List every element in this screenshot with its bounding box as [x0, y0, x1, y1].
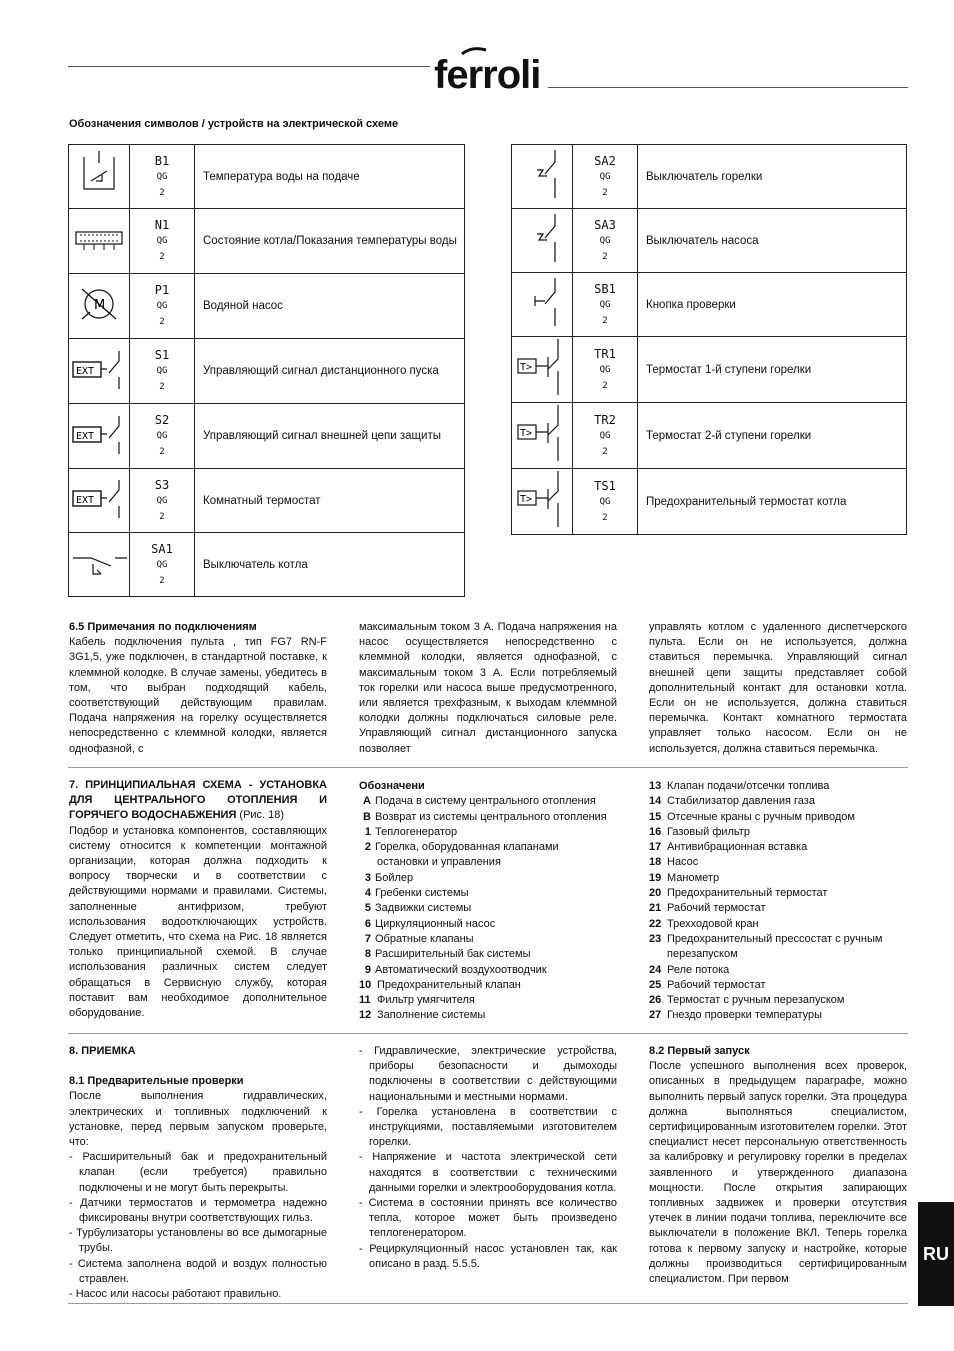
symbol-num: 2: [602, 251, 608, 262]
symbol-code: [573, 209, 638, 273]
legend-text: Отсечные краны с ручным приводом: [667, 810, 855, 823]
symbol-code: [130, 145, 195, 209]
section-8-2-text: После успешного выполнения всех проверок, описанных в предыдущем параграфе, можно выполнить первый запуск горелки. Эта процедура должна выполняться специалистом, сертифицированным изготовителем горелки. Этот специалист несет персональную ответственность за калибровку и регулировку горелки в пределах заявленного и утвержденного диапазона мощности. После открытия запирающих топливных задвижек и проверки отсутствия утечек в линии подачи топлива, переключите все выключатели в положение ВКЛ. Теперь горелка готова к первому запуску и настройке, которые должны производиться сертифицированным специалистом. При первом: [649, 1060, 907, 1286]
legend-text: Стабилизатор давления газа: [667, 795, 815, 808]
legend-list-mid: [359, 779, 629, 1024]
ext-switch-icon: [69, 339, 130, 404]
section-8-1-intro: После выполнения гидравлических, электрических и топливных подключений к установке, перед первым запуском проверьте, что:: [69, 1090, 327, 1149]
symbol-code: [573, 403, 638, 469]
legend-item: [359, 794, 629, 809]
ferroli-logo: [432, 44, 552, 100]
legend-number: 7: [364, 932, 371, 945]
legend-number: 13: [649, 780, 662, 792]
symbol-description: Термостат 2-й ступени горелки: [638, 403, 907, 469]
symbol-code: TR1: [594, 346, 616, 361]
section-7-text: Подбор и установка компонентов, составляющих систему относится к компетенции монтажной организации, которая должна подходить к вопросу творчески и в соответствии с действующими нормами и правилами. Системы, заполненные антифризом, требуют использования водоотключающих устройств. Следует отметить, что схема на Рис. 18 является только принципиальной схемой. В случае использования различных систем следует обращаться в Сервисную службу, которая поставит вам необходимое дополнительное оборудование.: [69, 824, 327, 1020]
thermostat-icon: [512, 337, 573, 403]
legend-text: Трехходовой кран: [667, 917, 759, 930]
divider-2: [68, 1033, 908, 1034]
legend-text: Газовый фильтр: [667, 825, 750, 838]
symbol-num: 2: [602, 187, 608, 198]
legend-item: [649, 855, 919, 870]
section-8-1-title: 8.1 Предварительные проверки: [69, 1075, 244, 1088]
symbol-qg: QG: [156, 366, 168, 376]
symbol-description: Водяной насос: [195, 274, 465, 339]
legend-number: A: [363, 795, 371, 808]
symbol-right-row-tr2: [512, 403, 907, 469]
legend-text: Расширительный бак системы: [375, 948, 531, 961]
legend-item: [359, 825, 629, 840]
symbol-code: P1: [154, 283, 170, 297]
legend-text: Подача в систему центрального отопления: [375, 795, 596, 808]
symbol-code: [573, 273, 638, 337]
symbol-code: [130, 404, 195, 469]
legend-item: [649, 779, 919, 794]
symbol-description: Выключатель насоса: [638, 209, 907, 273]
legend-item: [359, 932, 629, 947]
legend-number: 11: [359, 994, 371, 1007]
symbol-description: Выключатель горелки: [638, 145, 907, 209]
symbol-code: [573, 145, 638, 209]
legend-text: Рабочий термостат: [667, 978, 766, 991]
symbol-qg: QG: [156, 236, 168, 246]
symbol-num: 2: [159, 252, 165, 262]
legend-text: Циркуляционный насос: [375, 917, 496, 930]
check-item: - Гидравлические, электрические устройства, приборы безопасности и дымоходы подключены в соответствии с действующими национальными и местными нормами.: [359, 1045, 617, 1103]
section-6-5-col1: [69, 620, 327, 757]
legend-text: Клапан подачи/отсечки топлива: [667, 780, 830, 792]
legend-item: [359, 871, 629, 886]
legend-number: 15: [649, 810, 662, 823]
legend-number: 5: [364, 902, 371, 915]
symbol-qg: QG: [156, 559, 168, 570]
symbol-code: [130, 339, 195, 404]
language-tab: RU: [918, 1202, 954, 1306]
section-8-col1: [69, 1044, 327, 1302]
symbol-qg: QG: [599, 496, 611, 507]
symbol-code: [130, 469, 195, 533]
legend-item: [359, 947, 629, 962]
symbol-code: S2: [154, 413, 170, 427]
symbol-description: Управляющий сигнал внешней цепи защиты: [195, 404, 465, 469]
legend-number: 26: [649, 994, 662, 1007]
pump-switch-icon: [512, 209, 573, 273]
legend-item: [359, 1008, 629, 1023]
symbol-code: [573, 469, 638, 535]
symbol-num: 2: [159, 511, 165, 522]
symbol-num: 2: [602, 446, 608, 457]
symbol-left-row-p1: [69, 274, 465, 339]
legend-text: Фильтр умягчителя: [377, 994, 475, 1007]
symbol-left-row-s1: [69, 339, 465, 404]
symbol-num: 2: [159, 575, 165, 586]
legend-item: [649, 993, 919, 1008]
legend-text: Теплогенератор: [375, 825, 458, 838]
symbol-description: Температура воды на подаче: [195, 145, 465, 209]
legend-item: [649, 917, 919, 932]
section-6-5-text3: управлять котлом с удаленного диспетчерского пульта. Если он не используется, должна ставиться перемычка. Управляющий сигнал внешней цепи защиты представляет собой дополнительный контакт для остановки котла. Если он не используется, должна ставиться перемычка. Контакт комнатного термостата управляет только насосом. Если он не используется, должна ставиться перемычка.: [649, 621, 907, 755]
symbol-code: SA1: [151, 541, 173, 556]
symbol-qg: QG: [156, 301, 168, 311]
symbol-code: [130, 533, 195, 597]
legend-text: Рабочий термостат: [667, 902, 766, 915]
legend-number: 27: [649, 1009, 662, 1022]
legend-item: [649, 886, 919, 901]
section-6-5-col3: [649, 620, 907, 757]
legend-text: Реле потока: [667, 963, 730, 976]
legend-text: Предохранительный термостат: [667, 887, 828, 900]
legend-text: Автоматический воздухоотводчик: [375, 963, 547, 976]
section-8-col2: [359, 1044, 617, 1272]
symbol-num: 2: [602, 315, 608, 326]
symbol-code: [573, 337, 638, 403]
legend-number: 3: [364, 871, 371, 884]
check-item: - Расширительный бак и предохранительный клапан (если требуется) правильно подключены и не могут быть перекрыты.: [69, 1151, 327, 1194]
legend-item: [359, 917, 629, 932]
legend-number: 9: [364, 963, 371, 976]
thermostat-icon: [512, 403, 573, 469]
symbol-left-row-b1: [69, 145, 465, 209]
symbol-code: S1: [154, 348, 170, 362]
svg-text:T>: T>: [520, 494, 533, 505]
check-item: - Система заполнена водой и воздух полностью стравлен.: [69, 1257, 327, 1285]
symbol-code: TS1: [594, 478, 616, 493]
svg-text:T>: T>: [520, 428, 533, 439]
check-item: - Насос или насосы работают правильно.: [69, 1288, 282, 1301]
legend-item: [359, 886, 629, 901]
svg-text:EXT: EXT: [76, 365, 95, 377]
symbol-code: S3: [154, 477, 170, 492]
legend-number: 25: [649, 978, 662, 991]
symbol-qg: QG: [599, 171, 611, 182]
legend-text: Горелка, оборудованная клапанами: [375, 841, 559, 854]
svg-text:T>: T>: [520, 362, 533, 373]
symbol-qg: QG: [599, 299, 611, 310]
section-8-col3: [649, 1044, 907, 1287]
check-item: - Датчики термостатов и термометра надежно фиксированы внутри соответствующих гильз.: [69, 1196, 327, 1225]
legend-number: 16: [649, 825, 662, 838]
legend-number: 18: [649, 856, 662, 869]
legend-text: Задвижки системы: [375, 902, 472, 915]
legend-item: [649, 978, 919, 993]
symbol-num: 2: [602, 380, 608, 391]
legend-number: 8: [364, 948, 371, 961]
symbol-num: 2: [159, 447, 165, 457]
header-rule-left: [68, 66, 430, 67]
legend-number: 20: [649, 887, 662, 900]
symbol-qg: QG: [599, 235, 611, 246]
legend-item: [359, 855, 629, 870]
legend-text: Насос: [667, 856, 699, 869]
legend-number: 1: [364, 825, 371, 838]
symbols-title: Обозначения символов / устройств на электрической схеме: [69, 118, 399, 130]
legend-item: [359, 840, 629, 855]
symbol-right-row-ts1: [512, 469, 907, 535]
legend-item: [649, 932, 919, 947]
section-8-title: 8. ПРИЕМКА: [69, 1045, 136, 1057]
symbol-code: SA2: [594, 153, 616, 168]
section-6-5-text2: максимальным током 3 А. Подача напряжения на насос осуществляется непосредственно с клеммной колодки, является однофазной, с максимальным током 3 А. Если потребляемый ток горелки или насоса выше предусмотренного, или является трехфазным, к выходам клеммной колодки должны подключаться силовые реле. Управляющий сигнал дистанционного запуска позволяет: [359, 621, 617, 755]
legend-number: 21: [649, 902, 662, 915]
burner-switch-icon: [512, 145, 573, 209]
check-item: - Турбулизаторы установлены во все дымогарные трубы.: [69, 1227, 327, 1255]
legend-item: [359, 993, 629, 1008]
legend-text: Термостат с ручным перезапуском: [667, 994, 845, 1007]
footer-rule: [68, 1303, 908, 1304]
legend-number: 4: [364, 887, 371, 900]
symbol-right-row-sa3: [512, 209, 907, 273]
legend-text: Манометр: [667, 871, 720, 884]
header-rule-right: [548, 87, 908, 88]
section-6-5-text1: Кабель подключения пульта , тип FG7 RN-F 3G1,5, уже подключен, в стандартной поставке, к клеммной колодке. В случае замены, убедитесь в том, что выбран подходящий кабель, соответствующий действующим правилам. Подача напряжения на горелку осуществляется непосредственно с клеммной колодки, является однофазной, с: [69, 636, 327, 755]
legend-number: 10: [359, 978, 372, 991]
symbol-num: 2: [159, 317, 165, 327]
section-7-col1: [69, 778, 327, 1021]
boiler-display-icon: [69, 209, 130, 274]
symbol-left-row-s2: [69, 404, 465, 469]
symbol-left-row-s3: [69, 469, 465, 533]
legend-number: 19: [649, 871, 662, 884]
legend-text: Гнездо проверки температуры: [667, 1009, 823, 1022]
symbol-description: Выключатель котла: [195, 533, 465, 597]
symbol-description: Управляющий сигнал дистанционного пуска: [195, 339, 465, 404]
symbol-description: Кнопка проверки: [638, 273, 907, 337]
legend-item: [649, 794, 919, 809]
symbol-code: SA3: [594, 217, 616, 232]
legend-number: 14: [649, 795, 662, 808]
logo-text: ferroli: [434, 53, 541, 97]
section-7-title: 7. ПРИНЦИПИАЛЬНАЯ СХЕМА - УСТАНОВКА ДЛЯ ЦЕНТРАЛЬНОГО ОТОПЛЕНИЯ И ГОРЯЧЕГО ВОДОСНАБЖЕНИЯ: [69, 779, 327, 822]
symbol-qg: QG: [156, 171, 168, 182]
legend-number: 17: [649, 841, 662, 854]
section-8-2-title: 8.2 Первый запуск: [649, 1045, 750, 1057]
legend-number: 2: [364, 841, 371, 854]
legend-item: [649, 1008, 919, 1023]
legend-text: Антивибрационная вставка: [667, 841, 808, 854]
symbols-table-left: [68, 144, 465, 597]
legend-number: 6: [364, 917, 371, 930]
svg-text:M: M: [94, 297, 106, 313]
water-pump-icon: [69, 274, 130, 339]
legend-number: 12: [359, 1009, 372, 1022]
legend-list-right: [649, 779, 919, 1024]
legend-text: остановки и управления: [377, 856, 501, 869]
legend-item: [649, 901, 919, 916]
legend-text: Заполнение системы: [377, 1009, 486, 1022]
svg-text:EXT: EXT: [76, 495, 95, 506]
legend-item: [359, 901, 629, 916]
legend-item: [649, 840, 919, 855]
ext-switch-icon: [69, 469, 130, 533]
boiler-switch-icon: [69, 533, 130, 597]
symbol-code: [130, 274, 195, 339]
divider-1: [68, 767, 908, 768]
legend-number: 23: [649, 932, 662, 945]
section-7-title-ref: (Рис. 18): [236, 809, 285, 822]
legend-text: Предохранительный прессостат с ручным: [667, 932, 883, 945]
symbol-left-row-n1: [69, 209, 465, 274]
legend-text: Обратные клапаны: [375, 932, 474, 945]
section-6-5-col2: [359, 620, 617, 757]
ext-switch-icon: [69, 404, 130, 469]
legend-item: [649, 871, 919, 886]
svg-text:EXT: EXT: [76, 430, 95, 442]
legend-text: Возврат из системы центрального отопления: [375, 810, 607, 823]
symbol-description: Предохранительный термостат котла: [638, 469, 907, 535]
symbol-description: Комнатный термостат: [195, 469, 465, 533]
symbol-right-row-sb1: [512, 273, 907, 337]
symbol-qg: QG: [599, 364, 611, 375]
check-item: - Рециркуляционный насос установлен так, как описано в разд. 5.5.5.: [359, 1242, 617, 1270]
legend-text: перезапуском: [667, 948, 738, 961]
symbol-description: Термостат 1-й ступени горелки: [638, 337, 907, 403]
symbol-left-row-sa1: [69, 533, 465, 597]
symbol-code: SB1: [594, 281, 616, 296]
check-item: - Горелка установлена в соответствии с инструкциями, поставляемыми изготовителем горелки.: [359, 1105, 617, 1149]
symbol-qg: QG: [599, 430, 611, 441]
symbols-table-right: [511, 144, 907, 535]
thermostat-icon: [512, 469, 573, 535]
legend-item: [649, 947, 919, 962]
legend-text: Бойлер: [375, 871, 414, 884]
symbol-num: 2: [159, 382, 165, 392]
legend-text: Предохранительный клапан: [377, 978, 521, 991]
legend-number: B: [363, 810, 371, 823]
symbol-code: TR2: [594, 412, 616, 427]
section-6-5-title: 6.5 Примечания по подключениям: [69, 621, 257, 633]
symbol-num: 2: [602, 512, 608, 523]
symbol-right-row-tr1: [512, 337, 907, 403]
legend-text: Гребенки системы: [375, 887, 469, 900]
symbol-qg: QG: [156, 431, 168, 441]
legend-item: [649, 963, 919, 978]
legend-title: Обозначени: [359, 780, 425, 792]
water-temperature-sensor-icon: [69, 145, 130, 209]
symbol-right-row-sa2: [512, 145, 907, 209]
legend-item: [649, 810, 919, 825]
symbol-code: B1: [154, 153, 170, 168]
symbol-qg: QG: [156, 495, 168, 506]
symbol-description: Состояние котла/Показания температуры воды: [195, 209, 465, 274]
test-button-icon: [512, 273, 573, 337]
symbol-num: 2: [159, 187, 165, 198]
check-item: - Система в состоянии принять все количество тепла, которое может быть произведено теплогенератором.: [359, 1197, 617, 1240]
symbol-code: N1: [154, 218, 170, 232]
legend-item: [649, 825, 919, 840]
legend-item: [359, 978, 629, 993]
symbol-code: [130, 209, 195, 274]
legend-number: 24: [649, 963, 662, 976]
legend-number: 22: [649, 917, 662, 930]
check-item: - Напряжение и частота электрической сети находятся в соответствии с техническими данными горелки и электрооборудования котла.: [359, 1151, 617, 1194]
legend-item: [359, 963, 629, 978]
legend-item: [359, 810, 629, 825]
